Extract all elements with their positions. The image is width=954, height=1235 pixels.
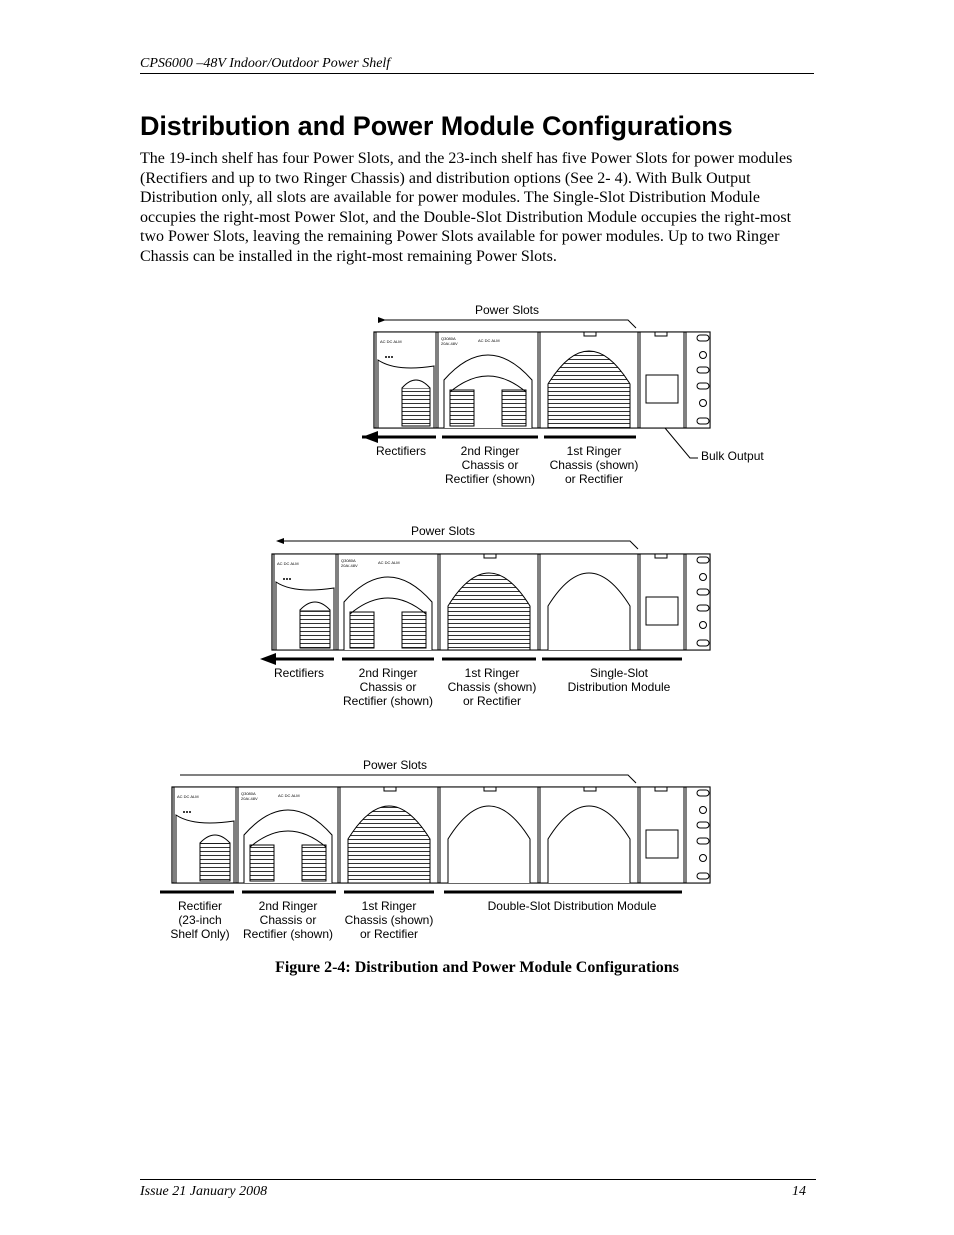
svg-text:AC DC ALM: AC DC ALM — [380, 339, 402, 344]
svg-text:Rectifier (shown): Rectifier (shown) — [444, 472, 536, 486]
svg-text:or Rectifier: or Rectifier — [564, 472, 624, 486]
svg-text:AC DC ALM: AC DC ALM — [478, 338, 500, 343]
rectifier-module — [376, 332, 436, 428]
config-double-slot-distribution — [160, 758, 710, 941]
ringer-chassis-module — [540, 332, 638, 428]
svg-text:Chassis (shown): Chassis (shown) — [344, 913, 434, 927]
rectifier-module — [338, 554, 438, 650]
rectifier-module — [438, 332, 538, 428]
power-slots-bracket — [380, 320, 636, 328]
rectifiers-label: Rectifiers — [375, 444, 427, 458]
running-footer — [140, 1179, 816, 1199]
distribution-panel — [640, 554, 710, 650]
svg-text:Q3080A: Q3080A — [241, 791, 256, 796]
svg-text:AC DC ALM: AC DC ALM — [277, 561, 299, 566]
config-bulk-output — [362, 303, 764, 486]
svg-text:Distribution Module: Distribution Module — [567, 680, 671, 694]
svg-text:AC DC ALM: AC DC ALM — [177, 794, 199, 799]
svg-text:AC DC ALM: AC DC ALM — [278, 793, 300, 798]
svg-text:20A/-48V: 20A/-48V — [241, 796, 258, 801]
svg-text:Q3080A: Q3080A — [341, 558, 356, 563]
ringer-chassis-module — [340, 787, 438, 883]
svg-text:2nd Ringer: 2nd Ringer — [358, 666, 418, 680]
single-slot-distribution-module — [540, 554, 638, 650]
svg-text:Chassis (shown): Chassis (shown) — [447, 680, 537, 694]
page-title: Distribution and Power Module Configurations — [140, 111, 733, 141]
svg-text:Rectifier: Rectifier — [177, 899, 223, 913]
svg-text:Chassis or: Chassis or — [461, 458, 519, 472]
svg-text:Q3080A: Q3080A — [441, 336, 456, 341]
svg-text:Single-Slot: Single-Slot — [589, 666, 649, 680]
svg-text:2nd Ringer: 2nd Ringer — [460, 444, 520, 458]
svg-text:Chassis or: Chassis or — [259, 913, 317, 927]
double-slot-distribution-module — [440, 787, 638, 883]
svg-text:or Rectifier: or Rectifier — [359, 927, 419, 941]
running-header: CPS6000 –48V Indoor/Outdoor Power Shelf — [140, 56, 814, 74]
rectifiers-label: Rectifiers — [273, 666, 325, 680]
svg-text:Chassis (shown): Chassis (shown) — [549, 458, 639, 472]
svg-text:1st Ringer: 1st Ringer — [566, 444, 622, 458]
bulk-output-label: Bulk Output — [701, 449, 764, 463]
power-slots-label: Power Slots — [474, 303, 540, 317]
svg-text:Shelf Only): Shelf Only) — [170, 927, 230, 941]
svg-text:AC DC ALM: AC DC ALM — [378, 560, 400, 565]
distribution-panel — [640, 787, 710, 883]
page-number: 14 — [792, 1184, 806, 1199]
svg-text:Rectifier (shown): Rectifier (shown) — [342, 694, 434, 708]
svg-text:1st Ringer: 1st Ringer — [361, 899, 417, 913]
power-slots-label: Power Slots — [362, 758, 428, 772]
rectifier-module — [174, 787, 236, 883]
bulk-output-panel — [640, 332, 710, 428]
svg-text:1st Ringer: 1st Ringer — [464, 666, 520, 680]
body-paragraph: The 19-inch shelf has four Power Slots, and the 23-inch shelf has five Power Slots for power modules (Rectifiers and up to two Ringer Chassis) and distribution options (See 2- 4). With Bulk Output Distribution only, all slots are available for power modules. The Single-Slot Distribution Module occupies the right-most Power Slot, and the Double-Slot Distribution Module occupies the right-most two Power Slots, leaving the remaining Power Slots available for power modules. Up to two Ringer Chassis can be installed in the right-most remaining Power Slots. — [140, 150, 793, 265]
footer-issue-date: Issue 21 January 2008 — [140, 1184, 268, 1199]
double-slot-label: Double-Slot Distribution Module — [487, 899, 657, 913]
svg-text:(23-inch: (23-inch — [178, 913, 222, 927]
svg-text:Rectifier (shown): Rectifier (shown) — [242, 927, 334, 941]
svg-text:20A/-48V: 20A/-48V — [341, 563, 358, 568]
figure-caption: Figure 2-4: Distribution and Power Module Configurations — [275, 959, 679, 976]
svg-text:or Rectifier: or Rectifier — [462, 694, 522, 708]
svg-text:20A/-48V: 20A/-48V — [441, 341, 458, 346]
config-single-slot-distribution — [260, 524, 710, 708]
rectifier-module — [274, 554, 336, 650]
svg-text:Chassis or: Chassis or — [359, 680, 417, 694]
svg-text:2nd Ringer: 2nd Ringer — [258, 899, 318, 913]
power-slots-label: Power Slots — [410, 524, 476, 538]
ringer-chassis-module — [440, 554, 538, 650]
rectifier-module — [238, 787, 338, 883]
